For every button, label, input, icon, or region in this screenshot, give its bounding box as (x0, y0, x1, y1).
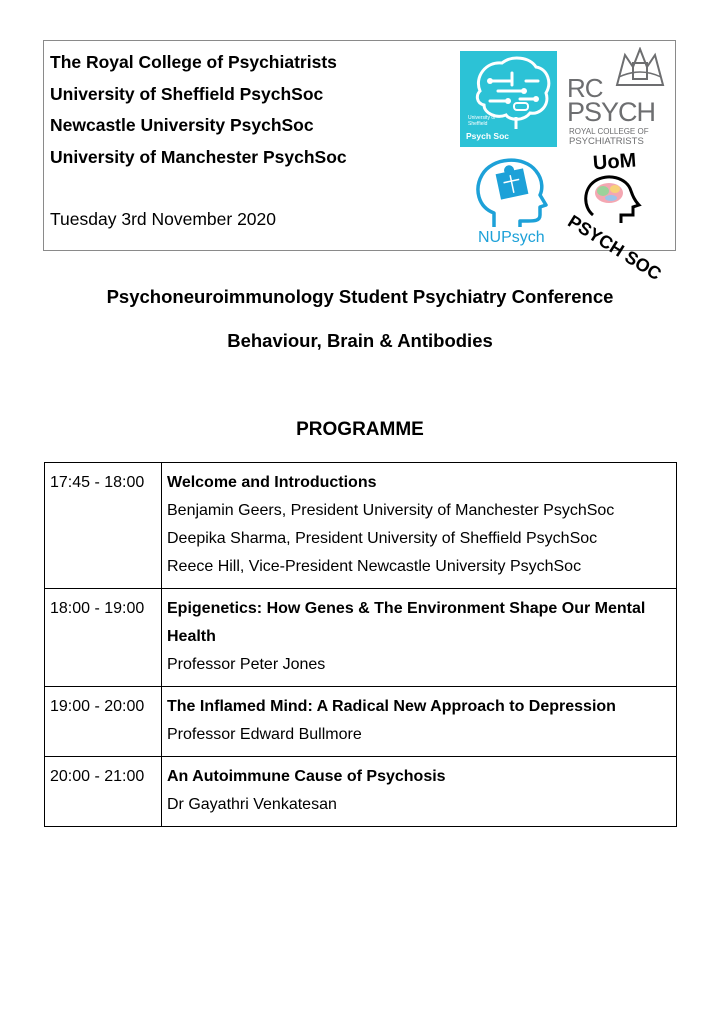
sheffield-logo-line1: University of (468, 115, 496, 121)
table-row (45, 757, 677, 827)
session-details (162, 463, 677, 589)
sheffield-logo-line2: Sheffield (468, 121, 488, 127)
session-speaker: Professor Edward Bullmore (167, 726, 362, 743)
session-title: Epigenetics: How Genes & The Environment Shape Our Mental Health (167, 600, 646, 645)
programme-heading: PROGRAMME (296, 419, 424, 440)
organisation-name: The Royal College of Psychiatrists (50, 52, 337, 72)
table-row (45, 463, 677, 589)
session-title: The Inflamed Mind: A Radical New Approach to Depression (167, 698, 616, 715)
rcpsych-logo-line1: ROYAL COLLEGE OF (569, 127, 649, 136)
header-box (43, 40, 676, 285)
event-date: Tuesday 3rd November 2020 (50, 209, 277, 229)
programme-table (44, 462, 677, 827)
session-speaker: Benjamin Geers, President University of Manchester PsychSoc (167, 502, 615, 519)
session-details (162, 589, 677, 687)
session-time: 18:00 - 19:00 (45, 589, 162, 687)
session-time: 17:45 - 18:00 (45, 463, 162, 589)
crest-icon (611, 47, 669, 87)
uom-logo-top: UoM (592, 149, 638, 175)
nupsych-logo-label: NUPsych (478, 229, 545, 246)
rcpsych-logo-psych: PSYCH (567, 97, 656, 127)
session-title: Welcome and Introductions (167, 474, 377, 491)
conference-title: Psychoneuroimmunology Student Psychiatry Conference (106, 286, 614, 307)
rcpsych-logo (563, 47, 673, 147)
nupsych-logo (464, 151, 559, 249)
head-puzzle-icon (464, 151, 559, 231)
conference-subtitle: Behaviour, Brain & Antibodies (227, 330, 493, 351)
session-details (162, 687, 677, 757)
session-title: An Autoimmune Cause of Psychosis (167, 768, 446, 785)
session-speaker: Deepika Sharma, President University of Sheffield PsychSoc (167, 530, 598, 547)
organisation-name: University of Sheffield PsychSoc (50, 83, 324, 104)
session-speaker: Reece Hill, Vice-President Newcastle University PsychSoc (167, 558, 582, 575)
table-row (45, 687, 677, 757)
uom-psychsoc-logo (563, 149, 673, 285)
organisation-name: University of Manchester PsychSoc (50, 146, 347, 167)
session-details (162, 757, 677, 827)
session-speaker: Professor Peter Jones (167, 656, 326, 673)
rcpsych-logo-line2: PSYCHIATRISTS (569, 136, 644, 147)
sheffield-psychsoc-logo (460, 51, 557, 147)
session-speaker: Dr Gayathri Venkatesan (167, 796, 337, 813)
organisation-list (50, 47, 347, 173)
session-time: 19:00 - 20:00 (45, 687, 162, 757)
organisation-name: Newcastle University PsychSoc (50, 115, 314, 135)
uom-logo-bottom: PSYCH SOC (564, 211, 665, 285)
rcpsych-logo-rc: RC (567, 73, 603, 103)
sheffield-logo-label: Psych Soc (466, 131, 509, 141)
session-time: 20:00 - 21:00 (45, 757, 162, 827)
table-row (45, 589, 677, 687)
